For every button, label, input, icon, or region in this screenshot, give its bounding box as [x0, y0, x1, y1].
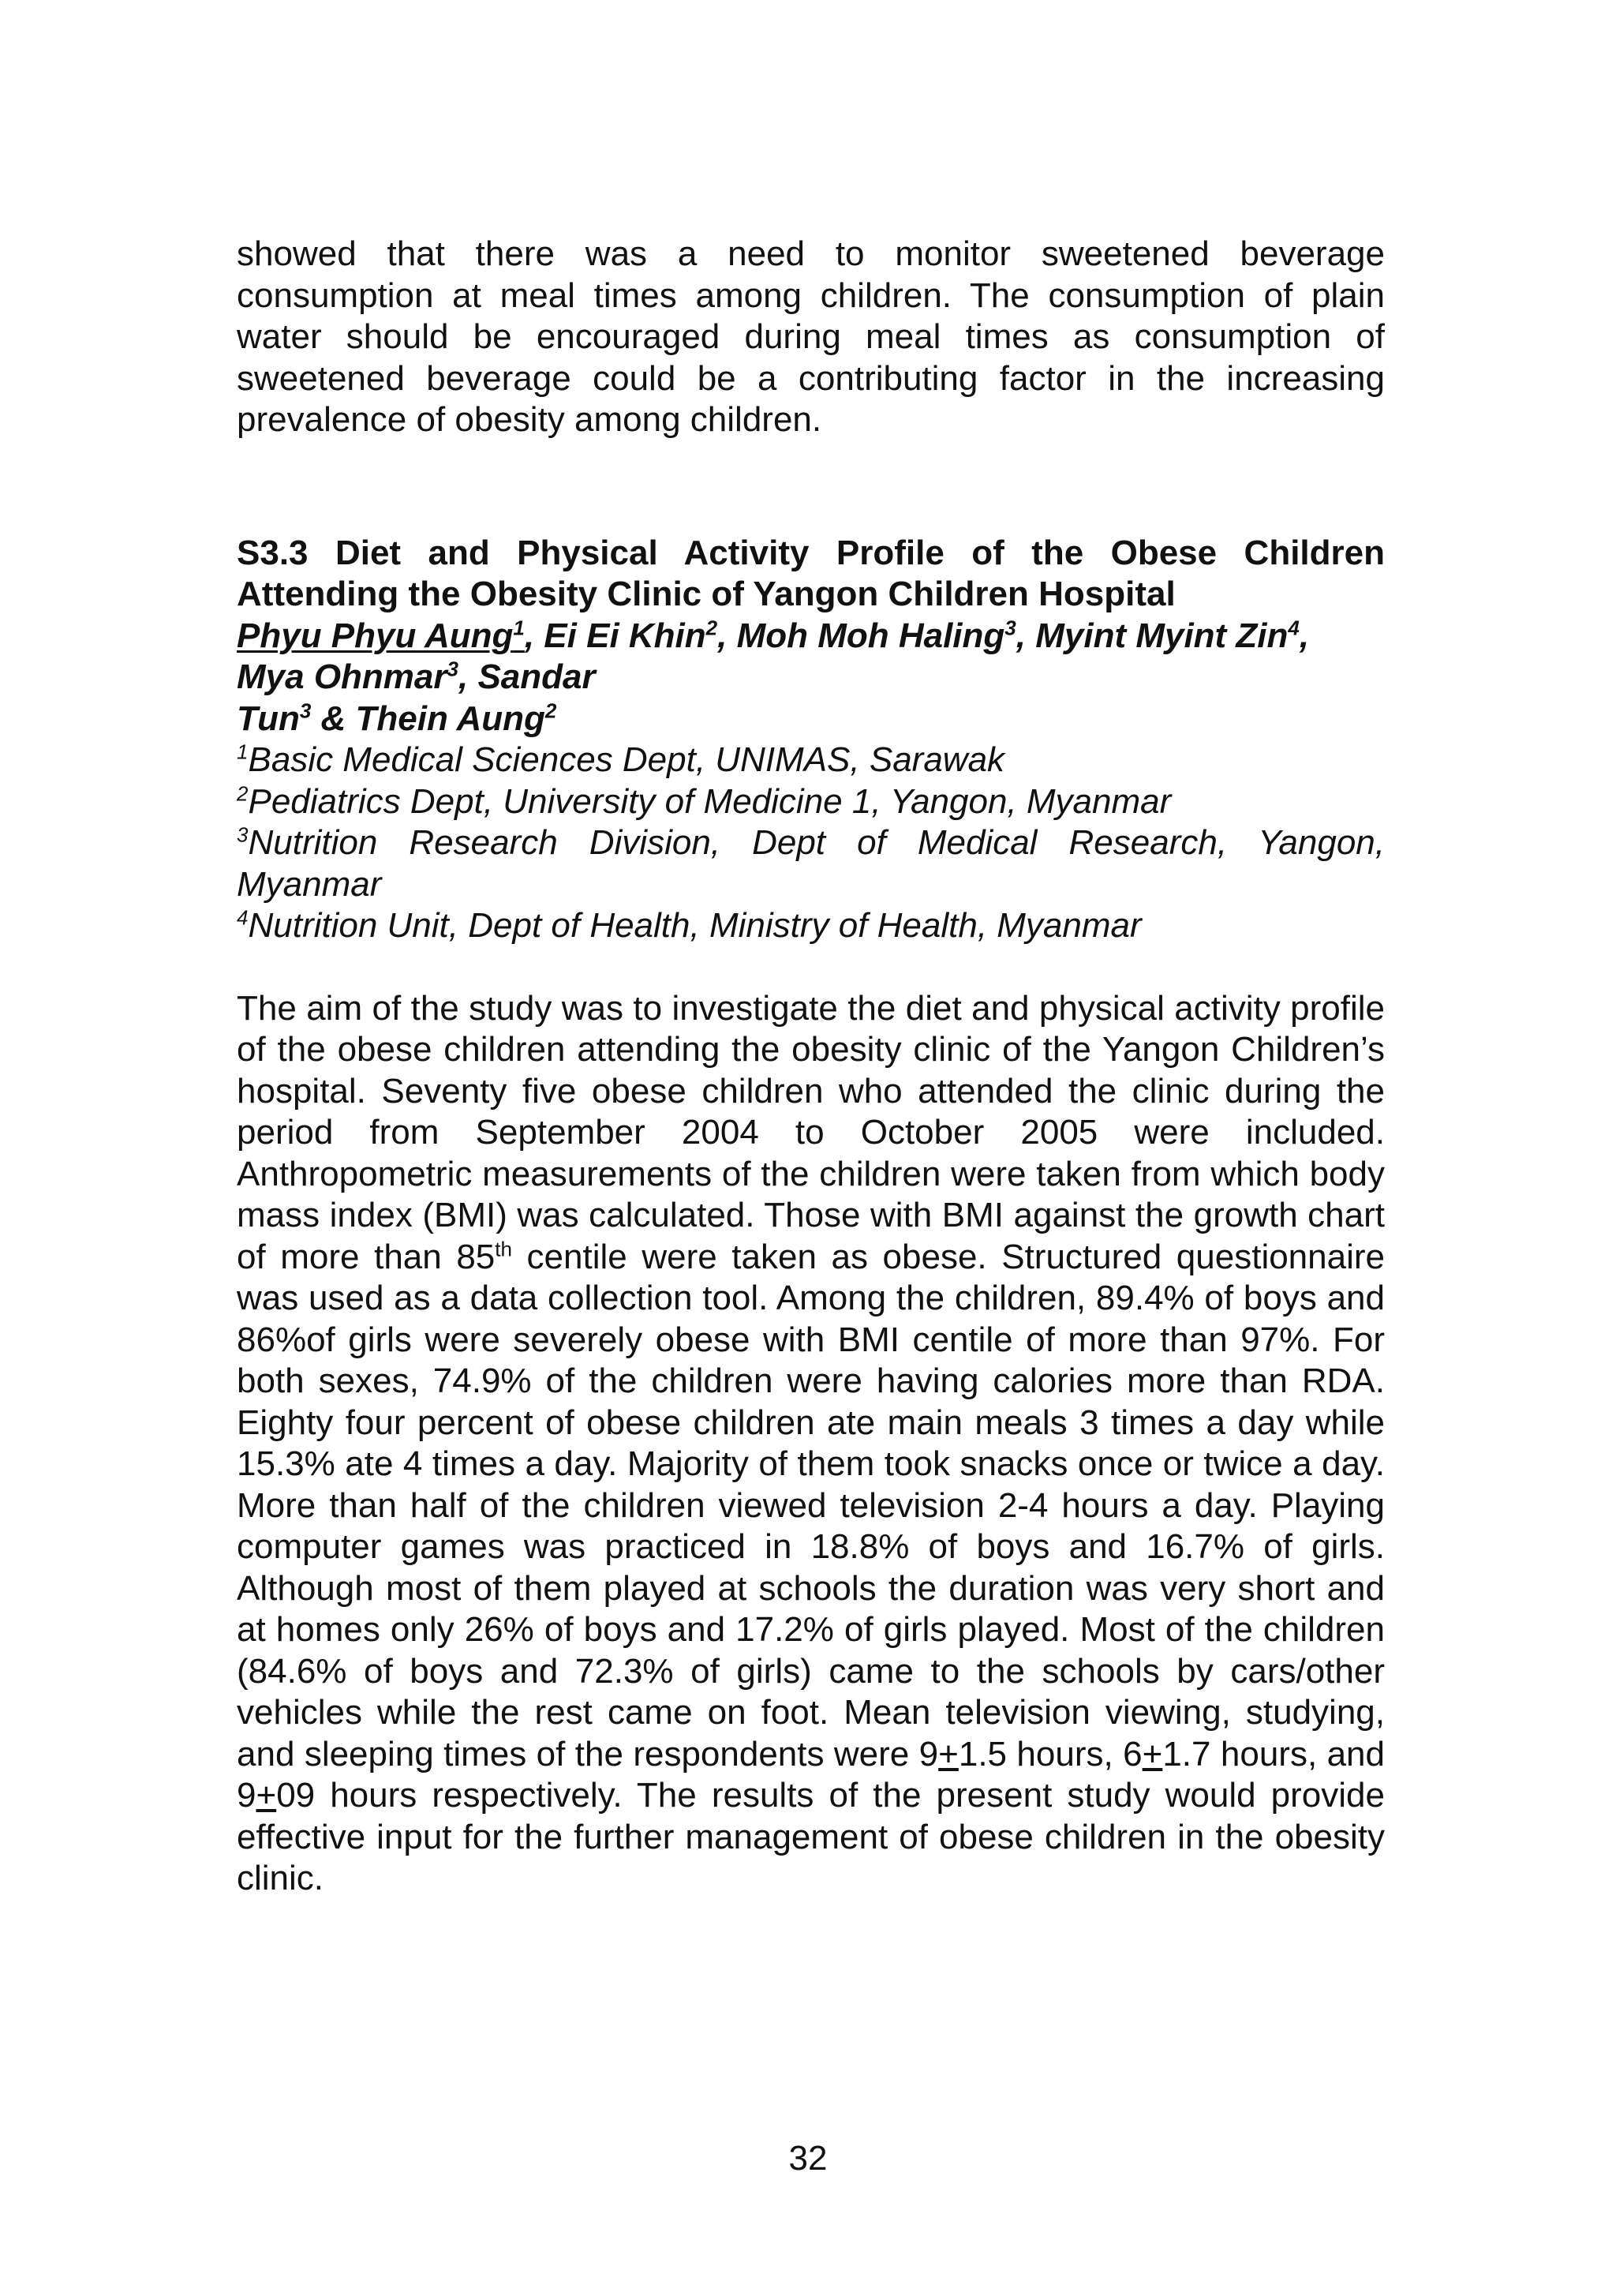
affiliation-list [237, 740, 1385, 947]
intro-paragraph: showed that there was a need to monitor sweetened beverage consumption at meal times among children. The consumption of plain water should be encouraged during meal times as consumption of sweetened beverage could be a contributing factor in the increasing prevalence of obesity among children. [237, 234, 1385, 439]
author-name: Thein Aung [355, 699, 545, 738]
author-name: Mya Ohnmar [237, 657, 447, 696]
author-name: Phyu Phyu Aung$^1$ [237, 615, 525, 655]
section-title: S3.3 Diet and Physical Activity Profile of the Obese Children Attending the Obesity Clinic of Yangon Children Hospital [237, 533, 1385, 613]
page-number: 32 [788, 2139, 828, 2178]
affiliation: $^2$Pediatrics Dept, University of Medicine 1, Yangon, Myanmar [237, 781, 1172, 821]
author-name: Myint Myint Zin [1035, 616, 1289, 655]
abstract-paragraph: The aim of the study was to investigate the diet and physical activity profile of the obese children attending the obesity clinic of the Yangon Children’s hospital. Seventy five obese children who attended the clinic during the period from September 2004 to October 2005 were included. Anthropometric measurements of the children were taken from which body mass index (BMI) was calculated. Those with BMI against the growth chart of more than 85th centile were taken as obese. Structured questionnaire was used as a data collection tool. Among the children, 89.4% of boys and 86%of girls were severely obese with BMI centile of more than 97%. For both sexes, 74.9% of the children were having calories more than RDA. Eighty four percent of obese children ate main meals 3 times a day while 15.3% ate 4 times a day. Majority of them took snacks once or twice a day. More than half of the children viewed television 2-4 hours a day. Playing computer games was practiced in 18.8% of boys and 16.7% of girls. Although most of them played at schools the duration was very short and at homes only 26% of boys and 17.2% of girls played. Most of the children (84.6% of boys and 72.3% of girls) came to the schools by cars/other vehicles while the rest came on foot. Mean television viewing, studying, and sleeping times of the respondents were 9+1.5 hours, 6+1.7 hours, and 9+09 hours respectively. The results of the present study would provide effective input for the further management of obese children in the obesity clinic. [237, 988, 1385, 1897]
author-name: Ei Ei Khin [544, 616, 706, 655]
affiliation: $^1$Basic Medical Sciences Dept, UNIMAS, Sarawak [237, 740, 1005, 779]
document-page [237, 234, 1385, 1900]
affiliation: $^4$Nutrition Unit, Dept of Health, Ministry of Health, Myanmar [237, 905, 1142, 945]
author-name: Sandar [477, 657, 596, 696]
author-name: Moh Moh Haling [736, 616, 1005, 655]
affiliation: $^3$Nutrition Research Division, Dept of Medical Research, Yangon, Myanmar [237, 822, 1385, 904]
author-list: Phyu Phyu Aung$^1$, Ei Ei Khin$^2$, Moh Moh Haling$^3$, Myint Myint Zin$^4$, Mya Ohnmar$^3$, Sandar Tun$^3$ & Thein Aung$^2$ [237, 615, 1310, 738]
author-name: Tun [237, 699, 300, 738]
